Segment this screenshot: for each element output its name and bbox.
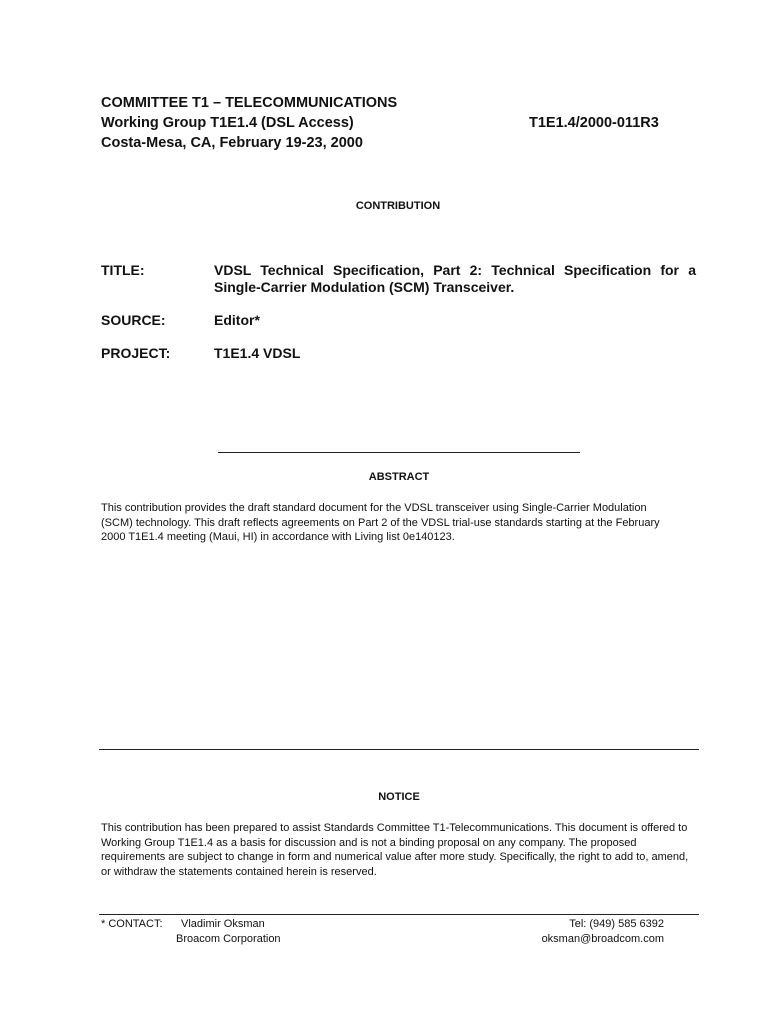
abstract-separator [218, 452, 580, 453]
contact-company: Broacom Corporation [176, 933, 281, 945]
title-value-line2: Single-Carrier Modulation (SCM) Transceiver. [214, 279, 515, 295]
project-label: PROJECT: [101, 345, 171, 361]
project-value: T1E1.4 VDSL [214, 345, 301, 361]
notice-text: This contribution has been prepared to assist Standards Committee T1-Telecommunications. This document is offered to Working Group T1E1.4 as a basis for discussion and is not a binding proposal on any company. The proposed requirements are subject to change in form and numerical value after more study. Specifically, the right to add to, amend, or withdraw the statements contained herein is reserved. [101, 822, 689, 878]
contact-email[interactable]: oksman@broadcom.com [541, 933, 664, 945]
notice-heading: NOTICE [378, 791, 420, 803]
meeting-location: Costa-Mesa, CA, February 19-23, 2000 [101, 135, 363, 151]
title-label: TITLE: [101, 262, 145, 278]
contact-name: Vladimir Oksman [181, 918, 265, 930]
abstract-text: This contribution provides the draft standard document for the VDSL transceiver using Single-Carrier Modulation (SCM) technology. This draft reflects agreements on Part 2 of the VDSL trial-use standards starting at the February 2000 T1E1.4 meeting (Maui, HI) in accordance with Living list 0e140123. [101, 502, 660, 543]
source-label: SOURCE: [101, 312, 166, 328]
document-number: T1E1.4/2000-011R3 [529, 115, 659, 131]
contribution-label: CONTRIBUTION [355, 200, 441, 212]
abstract-heading: ABSTRACT [368, 471, 430, 483]
contact-label: * CONTACT: [101, 918, 163, 930]
source-value: Editor* [214, 312, 260, 328]
committee-heading: COMMITTEE T1 – TELECOMMUNICATIONS [101, 95, 398, 111]
contact-telephone: Tel: (949) 585 6392 [569, 918, 664, 930]
contact-separator [99, 914, 699, 915]
title-value-line1: VDSL Technical Specification, Part 2: Technical Specification for a [214, 262, 696, 278]
notice-separator [99, 749, 699, 750]
working-group: Working Group T1E1.4 (DSL Access) [101, 115, 354, 131]
